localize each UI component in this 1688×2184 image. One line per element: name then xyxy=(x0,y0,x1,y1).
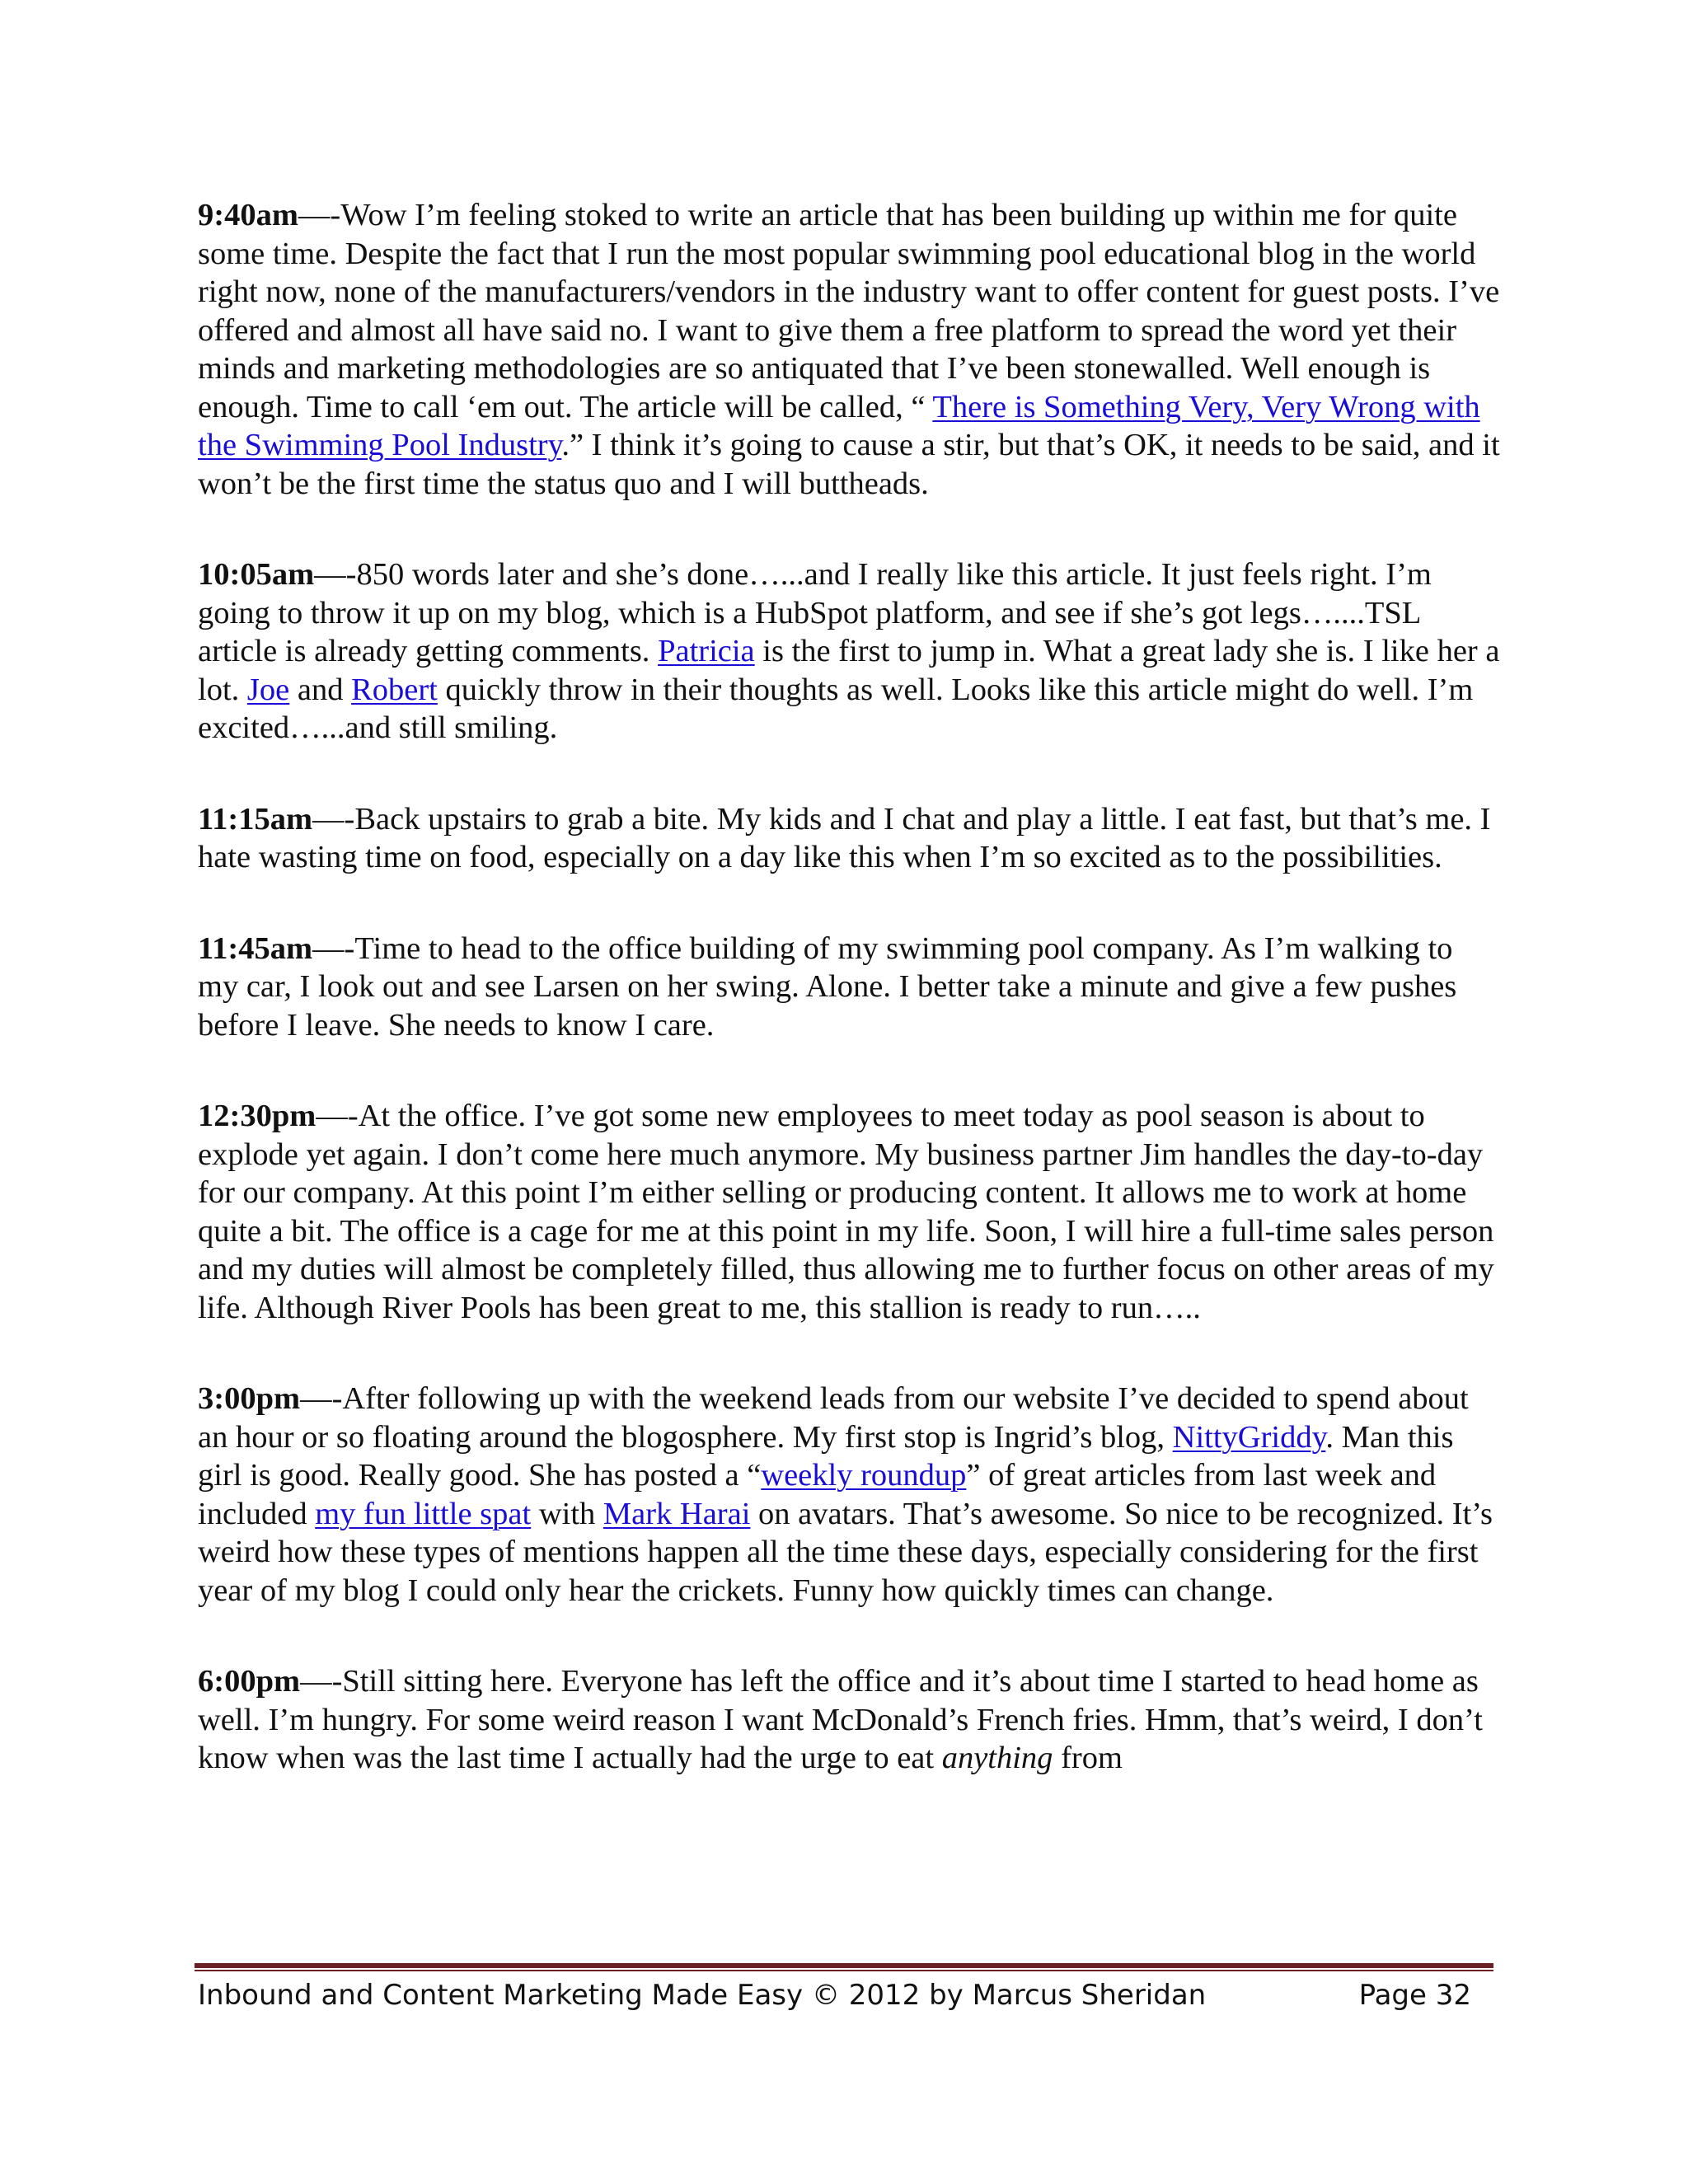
link-my-fun-little-spat[interactable]: my fun little spat xyxy=(315,1496,532,1531)
entry-text: —-Back upstairs to grab a bite. My kids and I chat and play a little. I eat fast, but that’s me. I hate wasting time on food, especially on a day like this when I’m so excited as to the possibilities. xyxy=(198,801,1491,874)
diary-entry xyxy=(198,1380,1500,1610)
link-robert[interactable]: Robert xyxy=(351,672,438,707)
diary-entry xyxy=(198,555,1500,748)
entry-text: —-At the office. I’ve got some new employees to meet today as pool season is about to explode yet again. I don’t come here much anymore. My business partner Jim handles the day-to-day for our company. At this point I’m either selling or producing content. It allows me to work at home quite a bit. The office is a cage for me at this point in my life. Soon, I will hire a full-time sales person and my duties will almost be completely filled, thus allowing me to further focus on other areas of my life. Although River Pools has been great to me, this stallion is ready to run….. xyxy=(198,1099,1494,1325)
link-swimming-pool-industry-article[interactable]: There is Something Very, Very Wrong with the Swimming Pool Industry xyxy=(198,389,1480,462)
entry-text: quickly throw in their thoughts as well. Looks like this article might do well. I’m excited…...and still smiling. xyxy=(198,672,1474,745)
entry-timestamp: 6:00pm xyxy=(198,1664,301,1699)
entry-timestamp: 11:45am xyxy=(198,930,313,966)
link-weekly-roundup[interactable]: weekly roundup xyxy=(761,1458,967,1493)
entry-text: with xyxy=(531,1496,603,1531)
page-body xyxy=(198,196,1500,1830)
link-mark-harai[interactable]: Mark Harai xyxy=(603,1496,751,1531)
entry-text: —-After following up with the weekend leads from our website I’ve decided to spend about an hour or so floating around the blogosphere. My first stop is Ingrid’s blog, xyxy=(198,1381,1469,1455)
entry-text: ” of great articles from last week and included xyxy=(198,1458,1437,1531)
footer-divider xyxy=(195,1963,1493,1971)
entry-text: —-850 words later and she’s done…...and I really like this article. It just feels right. I’m going to throw it up on my blog, which is a HubSpot platform, and see if she’s got legs…....TSL article is already getting comments. xyxy=(198,557,1432,668)
emphasis-text: anything xyxy=(941,1741,1053,1775)
entry-text: is the first to jump in. What a great lady she is. I like her a lot. xyxy=(198,634,1500,707)
diary-entry xyxy=(198,800,1500,877)
entry-text: and xyxy=(289,672,352,707)
entry-timestamp: 3:00pm xyxy=(198,1381,301,1416)
entry-text: from xyxy=(1053,1741,1123,1775)
diary-entry xyxy=(198,196,1500,503)
entry-text: —-Still sitting here. Everyone has left the office and it’s about time I started to head home as well. I’m hungry. For some weird reason I want McDonald’s French fries. Hmm, that’s weird, I don’t know when was the last time I actually had the urge to eat xyxy=(198,1664,1483,1775)
diary-entry xyxy=(198,1097,1500,1327)
footer-page-number: Page 32 xyxy=(1358,1979,1471,2012)
diary-entry xyxy=(198,1662,1500,1778)
entry-timestamp: 9:40am xyxy=(198,198,298,232)
entry-timestamp: 12:30pm xyxy=(198,1099,316,1133)
entry-timestamp: 11:15am xyxy=(198,801,313,837)
entry-text: —-Wow I’m feeling stoked to write an article that has been building up within me for quite some time. Despite the fact that I run the most popular swimming pool educational blog in the world right now, none of the manufacturers/vendors in the industry want to offer content for guest posts. I’ve offered and almost all have said no. I want to give them a free platform to spread the word yet their minds and marketing methodologies are so antiquated that I’ve been stonewalled. Well enough is enough. Time to call ‘em out. The article will be called, “ xyxy=(198,198,1500,424)
entry-text: . Man this girl is good. Really good. She has posted a “ xyxy=(198,1419,1454,1493)
link-nittygriddy[interactable]: NittyGriddy xyxy=(1172,1419,1326,1455)
entry-timestamp: 10:05am xyxy=(198,557,315,592)
link-joe[interactable]: Joe xyxy=(246,672,290,707)
footer-book-title: Inbound and Content Marketing Made Easy © 2012 by Marcus Sheridan xyxy=(198,1979,1207,2012)
diary-entry xyxy=(198,930,1500,1045)
link-patricia[interactable]: Patricia xyxy=(658,634,755,668)
entry-text: on avatars. That’s awesome. So nice to be recognized. It’s weird how these types of mentions happen all the time these days, especially considering for the first year of my blog I could only hear the crickets. Funny how quickly times can change. xyxy=(198,1496,1493,1608)
entry-text: —-Time to head to the office building of my swimming pool company. As I’m walking to my car, I look out and see Larsen on her swing. Alone. I better take a minute and give a few pushes before I leave. She needs to know I care. xyxy=(198,930,1457,1043)
entry-text: .” I think it’s going to cause a stir, but that’s OK, it needs to be said, and it won’t be the first time the status quo and I will buttheads. xyxy=(198,428,1500,501)
